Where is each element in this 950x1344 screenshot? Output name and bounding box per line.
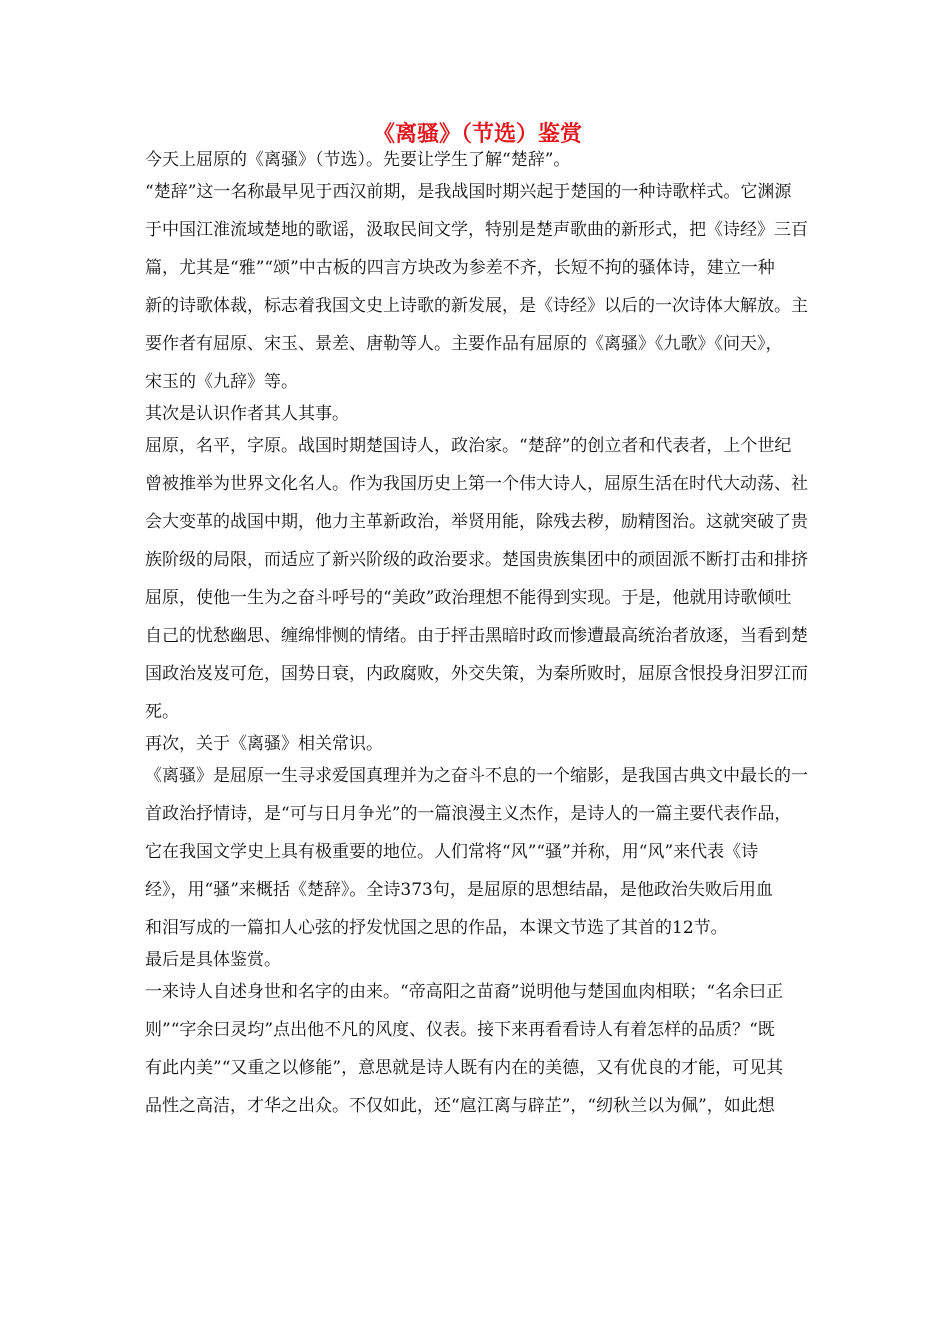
text-line: 其次是认识作者其人其事。: [145, 404, 349, 424]
document-page: [145, 120, 810, 1116]
text-line: 族阶级的局限，而适应了新兴阶级的政治要求。楚国贵族集团中的顽固派不断打击和排挤: [145, 550, 808, 570]
text-line: 自己的忧愁幽思、缠绵悱恻的情绪。由于抨击黑暗时政而惨遭最高统治者放逐，当看到楚: [145, 626, 808, 646]
text-line: 首政治抒情诗，是“可与日月争光”的一篇浪漫主义杰作，是诗人的一篇主要代表作品，: [145, 804, 792, 824]
text-line: 新的诗歌体裁，标志着我国文史上诗歌的新发展，是《诗经》以后的一次诗体大解放。主: [145, 296, 808, 316]
text-line: 宋玉的《九辞》等。: [145, 372, 298, 392]
text-line: 再次，关于《离骚》相关常识。: [145, 734, 383, 754]
text-line: 会大变革的战国中期，他力主革新政治，举贤用能，除残去秽，励精图治。这就突破了贵: [145, 512, 808, 532]
text-line: 《离骚》是屈原一生寻求爱国真理并为之奋斗不息的一个缩影，是我国古典文中最长的一: [145, 766, 808, 786]
text-line: 和泪写成的一篇扣人心弦的抒发忧国之思的作品，本课文节选了其首的12节。: [145, 918, 728, 938]
text-line: 屈原，名平，字原。战国时期楚国诗人，政治家。“楚辞”的创立者和代表者，上个世纪: [145, 436, 792, 456]
text-line: 最后是具体鉴赏。: [145, 950, 281, 970]
document-title: 《离骚》（节选）鉴赏: [372, 122, 582, 147]
text-line: 有此内美”“又重之以修能”，意思就是诗人既有内在的美德，又有优良的才能，可见其: [145, 1058, 784, 1078]
text-line: 它在我国文学史上具有极重要的地位。人们常将“风”“骚”并称，用“风”来代表《诗: [145, 842, 759, 862]
text-line: 品性之高洁，才华之出众。不仅如此，还“扈江离与辟芷”，“纫秋兰以为佩”，如此想: [145, 1096, 775, 1116]
text-line: “楚辞”这一名称最早见于西汉前期，是我战国时期兴起于楚国的一种诗歌样式。它渊源: [145, 182, 792, 202]
text-line: 死。: [145, 702, 179, 722]
text-line: 一来诗人自述身世和名字的由来。“帝高阳之苗裔”说明他与楚国血肉相联；“名余曰正: [145, 982, 784, 1002]
text-line: 国政治岌岌可危，国势日衰，内政腐败，外交失策，为秦所败时，屈原含恨投身汨罗江而: [145, 664, 808, 684]
text-line: 屈原，使他一生为之奋斗呼号的“美政”政治理想不能得到实现。于是，他就用诗歌倾吐: [145, 588, 792, 608]
text-line: 要作者有屈原、宋玉、景差、唐勒等人。主要作品有屈原的《离骚》《九歌》《问天》，: [145, 334, 783, 354]
text-line: 篇，尤其是“雅”“颂”中古板的四言方块改为参差不齐，长短不拘的骚体诗，建立一种: [145, 258, 775, 278]
text-line: 经》，用“骚”来概括《楚辞》。全诗373句，是屈原的思想结晶，是他政治失败后用血: [145, 880, 773, 900]
text-line: 曾被推举为世界文化名人。作为我国历史上第一个伟大诗人，屈原生活在时代大动荡、社: [145, 474, 808, 494]
text-line: 则”“字余曰灵均”点出他不凡的风度、仪表。接下来再看看诗人有着怎样的品质？“既: [145, 1020, 775, 1040]
text-line: 今天上屈原的《离骚》（节选）。先要让学生了解“楚辞”。: [145, 150, 571, 170]
text-line: 于中国江淮流域楚地的歌谣，汲取民间文学，特别是楚声歌曲的新形式，把《诗经》三百: [145, 220, 808, 240]
